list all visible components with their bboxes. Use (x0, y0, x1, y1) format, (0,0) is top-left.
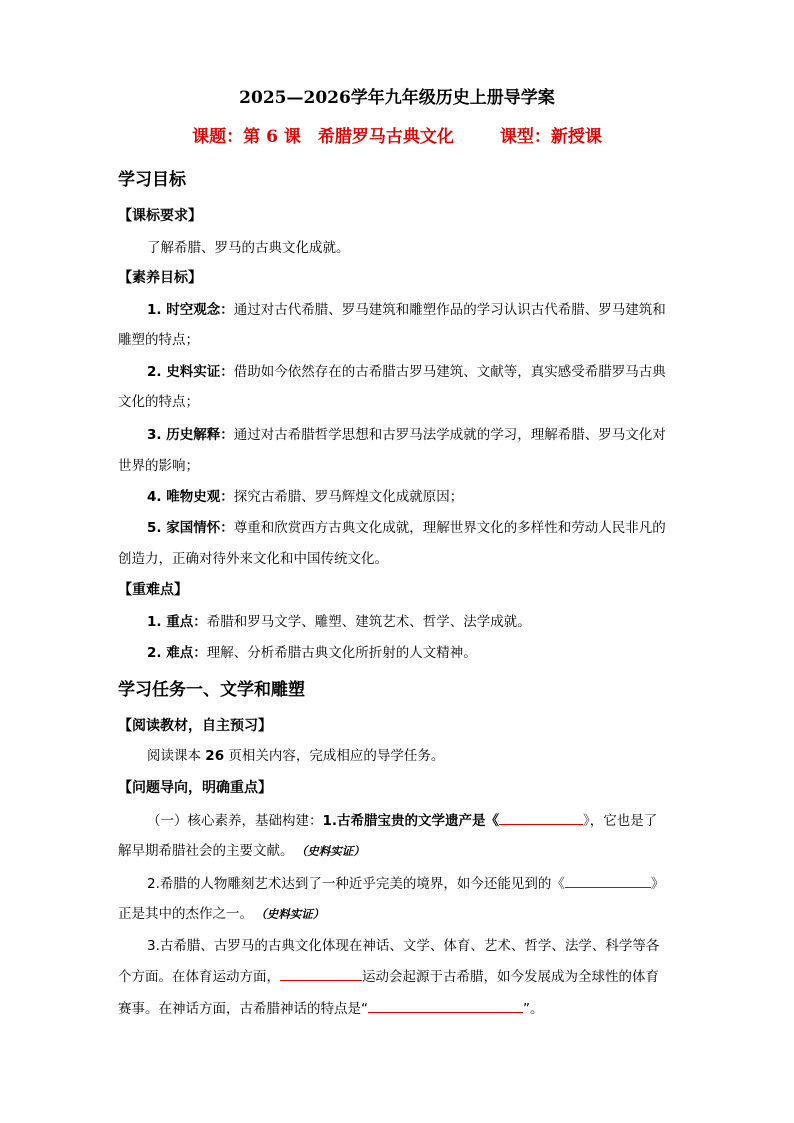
q3-part-b: 个方面。在体育运动方面， (118, 969, 280, 985)
read-text-a: 阅读课本 (147, 748, 206, 764)
answer-blank[interactable] (280, 966, 362, 981)
read-heading: 【阅读教材，自主预习】 (118, 718, 272, 734)
task1-heading: 学习任务一、文学和雕塑 (118, 680, 305, 700)
key-point-label: 1. 重点： (147, 614, 207, 630)
objective-text-cont: 世界的影响； (118, 458, 199, 474)
question-1 (147, 810, 657, 831)
objective-text: 通过对古希腊哲学思想和古罗马法学成就的学习，理解希腊、罗马文化对 (233, 427, 666, 443)
objective-text: 探究古希腊、罗马辉煌文化成就原因； (233, 489, 464, 505)
q2-part-b: 》 (650, 876, 665, 892)
objective-item-2 (147, 362, 666, 382)
q2-part-a: 2.希腊的人物雕刻艺术达到了一种近乎完美的境界，如今还能见到的《 (147, 876, 565, 892)
read-page-number: 26 (205, 748, 225, 764)
objective-text: 尊重和欣赏西方古典文化成就，理解世界文化的多样性和劳动人民非凡的 (233, 520, 666, 536)
question-heading: 【问题导向，明确重点】 (118, 780, 272, 796)
q1-part-b: 1.古希腊宝贵的文学遗产是《 (322, 813, 500, 829)
q1-part-d: 解早期希腊社会的主要文献。 (118, 843, 294, 859)
objective-text-cont: 雕塑的特点； (118, 332, 199, 348)
q3-part-a: 3.古希腊、古罗马的古典文化体现在神话、文学、体育、艺术、哲学、法学、科学等各 (147, 938, 660, 954)
q3-part-e: ”。 (523, 1001, 544, 1017)
objective-item-3 (147, 425, 666, 445)
objective-item-1 (147, 300, 666, 320)
key-point-text: 理解、分析希腊古典文化所折射的人文精神。 (206, 645, 477, 661)
question-2 (147, 873, 664, 894)
q1-part-a: （一）核心素养，基础构建： (147, 813, 323, 829)
skill-note: （史料实证） (261, 907, 325, 921)
question-3-cont (118, 966, 659, 987)
standard-text: 了解希腊、罗马的古典文化成就。 (147, 240, 350, 256)
question-1-cont (118, 841, 365, 861)
read-text (147, 746, 444, 766)
objective-label: 3. 历史解释： (147, 427, 234, 443)
objective-label: 2. 史料实证： (147, 364, 234, 380)
q1-part-c: 》，它也是了 (583, 813, 658, 829)
objective-label: 1. 时空观念： (147, 302, 234, 318)
answer-blank[interactable] (499, 810, 583, 825)
q2-part-c: 正是其中的杰作之一。 (118, 906, 253, 922)
objectives-heading: 学习目标 (118, 170, 186, 190)
question-2-cont (118, 904, 324, 924)
standard-heading: 【课标要求】 (118, 208, 202, 224)
lesson-topic: 课题：第 6 课 希腊罗马古典文化 (192, 127, 454, 147)
objective-text-cont: 创造力，正确对待外来文化和中国传统文化。 (118, 551, 388, 567)
skill-note: （史料实证） (301, 844, 365, 858)
lesson-type: 课型：新授课 (499, 127, 602, 147)
document-title: 2025—2026学年九年级历史上册导学案 (239, 88, 555, 108)
read-text-b: 页相关内容，完成相应的导学任务。 (224, 748, 445, 764)
q3-part-c: 运动会起源于古希腊，如今发展成为全球性的体育 (362, 969, 659, 985)
objective-item-4 (147, 487, 463, 507)
q3-part-d: 赛事。在神话方面，古希腊神话的特点是“ (118, 1001, 368, 1017)
key-points-heading: 【重难点】 (118, 582, 188, 598)
key-point-2 (147, 643, 477, 663)
key-point-text: 希腊和罗马文学、雕塑、建筑艺术、哲学、法学成就。 (206, 614, 531, 630)
objective-item-5 (147, 518, 666, 538)
answer-blank[interactable] (565, 873, 651, 888)
question-3-cont-2 (118, 998, 544, 1019)
key-point-1 (147, 612, 531, 632)
objective-text: 借助如今依然存在的古希腊古罗马建筑、文献等，真实感受希腊罗马古典 (233, 364, 666, 380)
objective-text-cont: 文化的特点； (118, 394, 199, 410)
key-point-label: 2. 难点： (147, 645, 207, 661)
objective-label: 5. 家国情怀： (147, 520, 234, 536)
lesson-line (0, 124, 794, 150)
literacy-heading: 【素养目标】 (118, 270, 202, 286)
objective-text: 通过对古代希腊、罗马建筑和雕塑作品的学习认识古代希腊、罗马建筑和 (233, 302, 666, 318)
question-3 (147, 936, 659, 956)
answer-blank[interactable] (368, 998, 523, 1013)
objective-label: 4. 唯物史观： (147, 489, 234, 505)
